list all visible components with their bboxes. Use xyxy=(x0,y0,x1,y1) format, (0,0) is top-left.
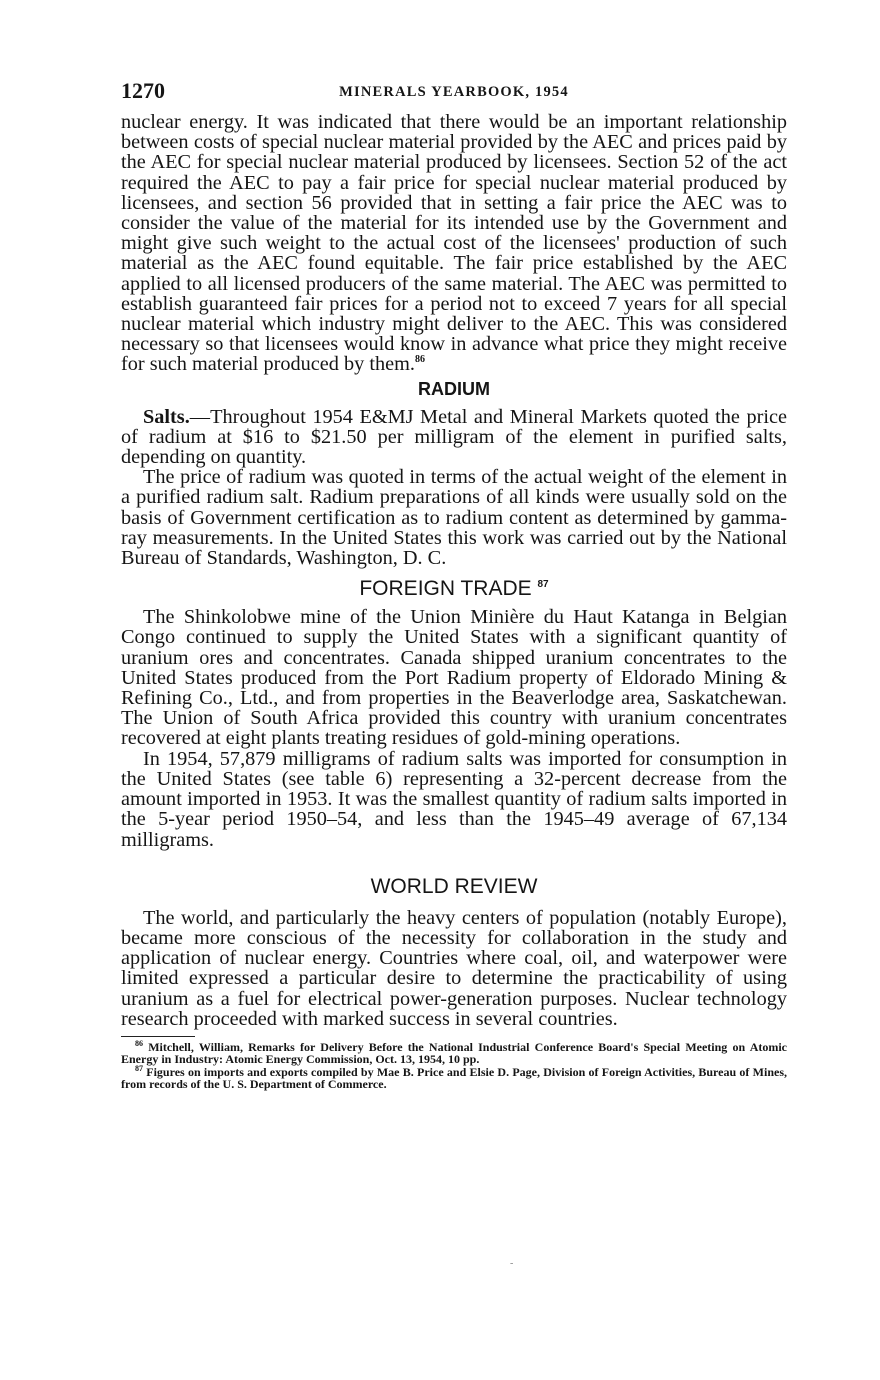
footnote-86 xyxy=(121,1038,788,1067)
foreign-trade-paragraph-1: The Shinkolobwe mine of the Union Minière du Haut Katanga in Belgian Congo continued to supply the United States with a significant quantity of uranium ores and concentrates. Canada shipped uranium concentrates to the United States produced from the Port Radium property of Eldorado Mining & Refining Co., Ltd., and from properties in the Beaverlodge area, Saskatchewan. The Union of South Africa provided this country with uranium concentrates recovered at eight plants treating residues of gold-mining operations. xyxy=(121,606,787,750)
footnote-87-number: 87 xyxy=(135,1063,143,1073)
salts-run-in-heading: Salts. xyxy=(143,405,190,428)
footnote-divider xyxy=(121,1036,195,1037)
salts-paragraph xyxy=(121,407,787,468)
footnote-86-text: Mitchell, William, Remarks for Delivery Before the National Industrial Conference Board's Special Meeting on Atomic Energy in Industry: Atomic Energy Commission, Oct. 13, 1954, 10 pp. xyxy=(121,1039,788,1067)
intro-paragraph xyxy=(121,112,787,375)
world-review-paragraph: The world, and particularly the heavy centers of population (notably Europe), became more conscious of the necessity for collaboration in the study and application of nuclear energy. Countries where coal, oil, and waterpower were limited expressed a particular desire to determine the practicability of using uranium as a fuel for electrical power-generation purposes. Nuclear technology research proceeded with marked success in several countries. xyxy=(121,906,787,1030)
document-page xyxy=(121,78,787,1091)
foreign-trade-heading-text: FOREIGN TRADE xyxy=(359,577,532,601)
footnote-ref-87: 87 xyxy=(537,579,549,591)
footnote-86-number: 86 xyxy=(135,1038,143,1048)
section-heading-world-review: WORLD REVIEW xyxy=(370,874,538,898)
salts-paragraph-text: —Throughout 1954 E&MJ Metal and Mineral Markets quoted the price of radium at $16 to $21.50 per milligram of the element in purified salts, depending on quantity. xyxy=(121,405,787,469)
intro-paragraph-text: nuclear energy. It was indicated that there would be an important relationship between costs of special nuclear material provided by the AEC and prices paid by the AEC for special nuclear material produced by licensees. Section 52 of the act required the AEC to pay a fair price for special nuclear material produced by licensees, and section 56 provided that in setting a fair price the AEC was to consider the value of the material for its intended use by the Government and might give such weight to the actual cost of the licensees' production of such material as the AEC found equitable. The fair price established by the AEC applied to all licensed producers of the same material. The AEC was permitted to establish guaranteed fair prices for a period not to exceed 7 years for all special nuclear material which industry might deliver to the AEC. This was considered necessary so that licensees would know in advance what price they might receive for such material produced by them. xyxy=(121,111,787,376)
radium-price-paragraph: The price of radium was quoted in terms of the actual weight of the element in a purified radium salt. Radium preparations of all kinds were usually sold on the basis of Government certification as to radium content as determined by gamma-ray measurements. In the United States this work was carried out by the National Bureau of Standards, Washington, D. C. xyxy=(121,466,787,570)
section-heading-foreign-trade xyxy=(121,568,787,607)
running-header xyxy=(121,78,787,112)
foreign-trade-paragraph-2: In 1954, 57,879 milligrams of radium salts was imported for consumption in the United States (see table 6) representing a 32-percent decrease from the amount imported in 1953. It was the smallest quantity of radium salts imported in the 5-year period 1950–54, and less than the 1945–49 average of 67,134 milligrams. xyxy=(121,747,787,851)
page-number: 1270 xyxy=(121,78,165,103)
running-title: MINERALS YEARBOOK, 1954 xyxy=(339,84,569,100)
footnote-87 xyxy=(121,1063,787,1092)
scan-speck: ‐ xyxy=(510,1258,514,1269)
footnote-87-text: Figures on imports and exports compiled by Mae B. Price and Elsie D. Page, Division of Foreign Activities, Bureau of Mines, from records of the U. S. Department of Commerce. xyxy=(121,1064,787,1092)
footnote-ref-86: 86 xyxy=(414,354,425,366)
section-heading-radium: RADIUM xyxy=(418,378,490,399)
